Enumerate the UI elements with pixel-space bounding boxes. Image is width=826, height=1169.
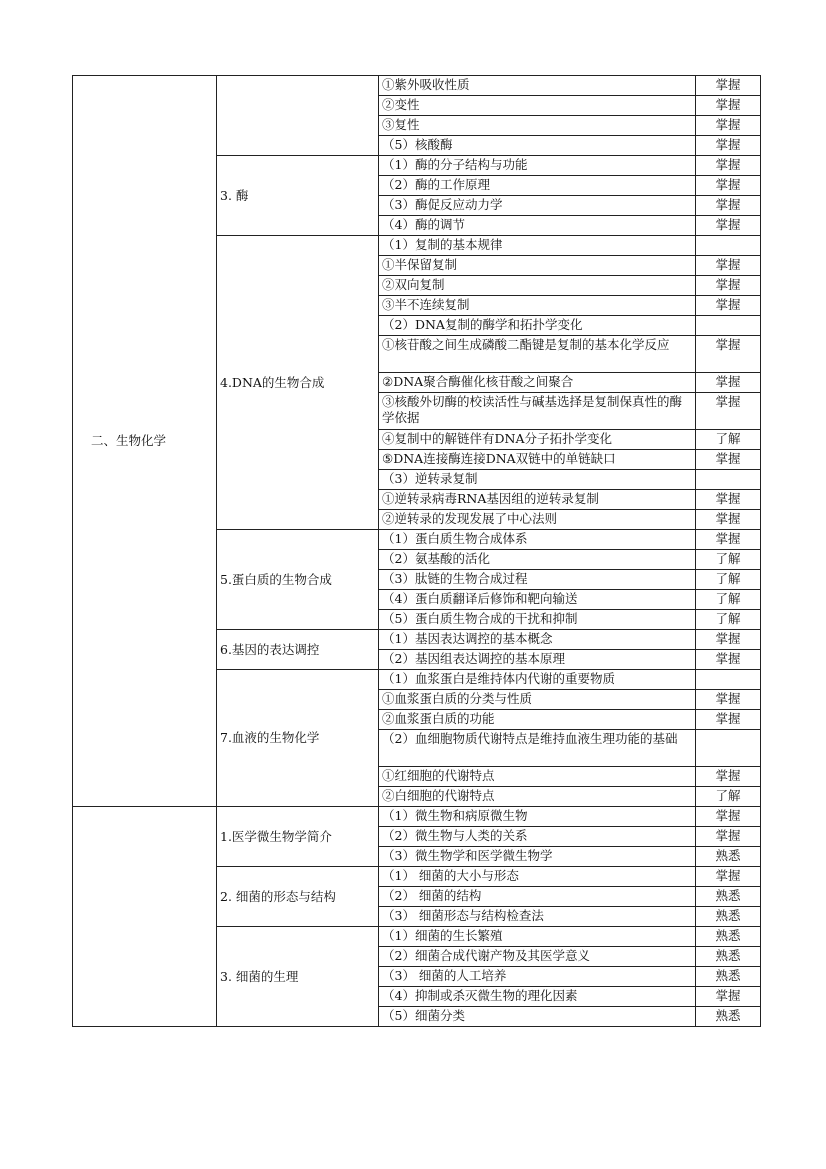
item-cell: （1）蛋白质生物合成体系 (379, 530, 696, 550)
topic-cell: 4.DNA的生物合成 (217, 236, 379, 530)
item-cell: （2）DNA复制的酶学和拓扑学变化 (379, 316, 696, 336)
item-cell: （1）酶的分子结构与功能 (379, 156, 696, 176)
item-cell: （3）酶促反应动力学 (379, 196, 696, 216)
topic-cell: 7.血液的生物化学 (217, 670, 379, 807)
item-cell: （1） 细菌的大小与形态 (379, 867, 696, 887)
item-cell: （1）基因表达调控的基本概念 (379, 630, 696, 650)
item-cell: （2）氨基酸的活化 (379, 550, 696, 570)
item-cell: ①半保留复制 (379, 256, 696, 276)
item-cell: （2）基因组表达调控的基本原理 (379, 650, 696, 670)
unit-cell: 二、生物化学 (73, 76, 217, 807)
requirement-cell: 掌握 (696, 196, 761, 216)
requirement-cell: 掌握 (696, 987, 761, 1007)
requirement-cell: 掌握 (696, 510, 761, 530)
topic-cell: 3. 细菌的生理 (217, 927, 379, 1027)
requirement-cell: 掌握 (696, 116, 761, 136)
item-cell: （4）抑制或杀灭微生物的理化因素 (379, 987, 696, 1007)
requirement-cell: 掌握 (696, 710, 761, 730)
requirement-cell: 掌握 (696, 296, 761, 316)
item-cell: ②变性 (379, 96, 696, 116)
requirement-cell: 掌握 (696, 650, 761, 670)
item-cell: ③复性 (379, 116, 696, 136)
requirement-cell: 熟悉 (696, 927, 761, 947)
item-cell: （3） 细菌的人工培养 (379, 967, 696, 987)
item-cell: （4）酶的调节 (379, 216, 696, 236)
requirement-cell: 了解 (696, 550, 761, 570)
topic-cell (217, 76, 379, 156)
item-cell: （2）血细胞物质代谢特点是维持血液生理功能的基础 (379, 730, 696, 767)
item-cell: ②逆转录的发现发展了中心法则 (379, 510, 696, 530)
table-body (73, 76, 761, 1027)
item-cell: （3）微生物学和医学微生物学 (379, 847, 696, 867)
requirement-cell: 掌握 (696, 450, 761, 470)
syllabus-sheet (72, 75, 761, 1027)
requirement-cell: 掌握 (696, 393, 761, 430)
requirement-cell: 掌握 (696, 767, 761, 787)
requirement-cell: 掌握 (696, 96, 761, 116)
requirement-cell: 熟悉 (696, 967, 761, 987)
requirement-cell: 了解 (696, 430, 761, 450)
item-cell: ①逆转录病毒RNA基因组的逆转录复制 (379, 490, 696, 510)
item-cell: ①核苷酸之间生成磷酸二酯键是复制的基本化学反应 (379, 336, 696, 373)
requirement-cell: 掌握 (696, 276, 761, 296)
requirement-cell: 掌握 (696, 256, 761, 276)
item-cell: （3）肽链的生物合成过程 (379, 570, 696, 590)
table-row (73, 807, 761, 827)
requirement-cell: 掌握 (696, 827, 761, 847)
item-cell: ①血浆蛋白质的分类与性质 (379, 690, 696, 710)
item-cell: （5）核酸酶 (379, 136, 696, 156)
requirement-cell: 了解 (696, 590, 761, 610)
item-cell: （2）酶的工作原理 (379, 176, 696, 196)
unit-cell (73, 807, 217, 1027)
requirement-cell: 掌握 (696, 530, 761, 550)
requirement-cell: 掌握 (696, 630, 761, 650)
requirement-cell: 了解 (696, 570, 761, 590)
syllabus-table (72, 75, 761, 1027)
requirement-cell: 了解 (696, 610, 761, 630)
item-cell: ②白细胞的代谢特点 (379, 787, 696, 807)
requirement-cell: 掌握 (696, 136, 761, 156)
requirement-cell: 熟悉 (696, 947, 761, 967)
requirement-cell: 掌握 (696, 807, 761, 827)
topic-cell: 3. 酶 (217, 156, 379, 236)
requirement-cell (696, 670, 761, 690)
item-cell: （5）蛋白质生物合成的干扰和抑制 (379, 610, 696, 630)
requirement-cell: 了解 (696, 787, 761, 807)
requirement-cell: 掌握 (696, 690, 761, 710)
item-cell: ④复制中的解链伴有DNA分子拓扑学变化 (379, 430, 696, 450)
item-cell: （2）微生物与人类的关系 (379, 827, 696, 847)
requirement-cell (696, 730, 761, 767)
item-cell: （1）血浆蛋白是维持体内代谢的重要物质 (379, 670, 696, 690)
item-cell: ①紫外吸收性质 (379, 76, 696, 96)
requirement-cell: 掌握 (696, 76, 761, 96)
requirement-cell: 掌握 (696, 373, 761, 393)
requirement-cell (696, 236, 761, 256)
requirement-cell: 熟悉 (696, 907, 761, 927)
item-cell: （3）逆转录复制 (379, 470, 696, 490)
item-cell: （3） 细菌形态与结构检查法 (379, 907, 696, 927)
topic-cell: 2. 细菌的形态与结构 (217, 867, 379, 927)
requirement-cell: 熟悉 (696, 1007, 761, 1027)
requirement-cell: 掌握 (696, 490, 761, 510)
topic-cell: 1.医学微生物学简介 (217, 807, 379, 867)
requirement-cell: 掌握 (696, 216, 761, 236)
item-cell: （1）复制的基本规律 (379, 236, 696, 256)
item-cell: ②DNA聚合酶催化核苷酸之间聚合 (379, 373, 696, 393)
topic-cell: 6.基因的表达调控 (217, 630, 379, 670)
requirement-cell (696, 470, 761, 490)
item-cell: ①红细胞的代谢特点 (379, 767, 696, 787)
table-row (73, 76, 761, 96)
item-cell: ③核酸外切酶的校读活性与碱基选择是复制保真性的酶学依据 (379, 393, 696, 430)
item-cell: （2）细菌合成代谢产物及其医学意义 (379, 947, 696, 967)
item-cell: （1）微生物和病原微生物 (379, 807, 696, 827)
requirement-cell: 掌握 (696, 867, 761, 887)
item-cell: ③半不连续复制 (379, 296, 696, 316)
item-cell: ②血浆蛋白质的功能 (379, 710, 696, 730)
item-cell: （2） 细菌的结构 (379, 887, 696, 907)
item-cell: （1）细菌的生长繁殖 (379, 927, 696, 947)
requirement-cell (696, 316, 761, 336)
item-cell: ②双向复制 (379, 276, 696, 296)
requirement-cell: 掌握 (696, 156, 761, 176)
requirement-cell: 熟悉 (696, 847, 761, 867)
item-cell: （4）蛋白质翻译后修饰和靶向输送 (379, 590, 696, 610)
requirement-cell: 熟悉 (696, 887, 761, 907)
item-cell: ⑤DNA连接酶连接DNA双链中的单链缺口 (379, 450, 696, 470)
item-cell: （5）细菌分类 (379, 1007, 696, 1027)
requirement-cell: 掌握 (696, 336, 761, 373)
topic-cell: 5.蛋白质的生物合成 (217, 530, 379, 630)
requirement-cell: 掌握 (696, 176, 761, 196)
